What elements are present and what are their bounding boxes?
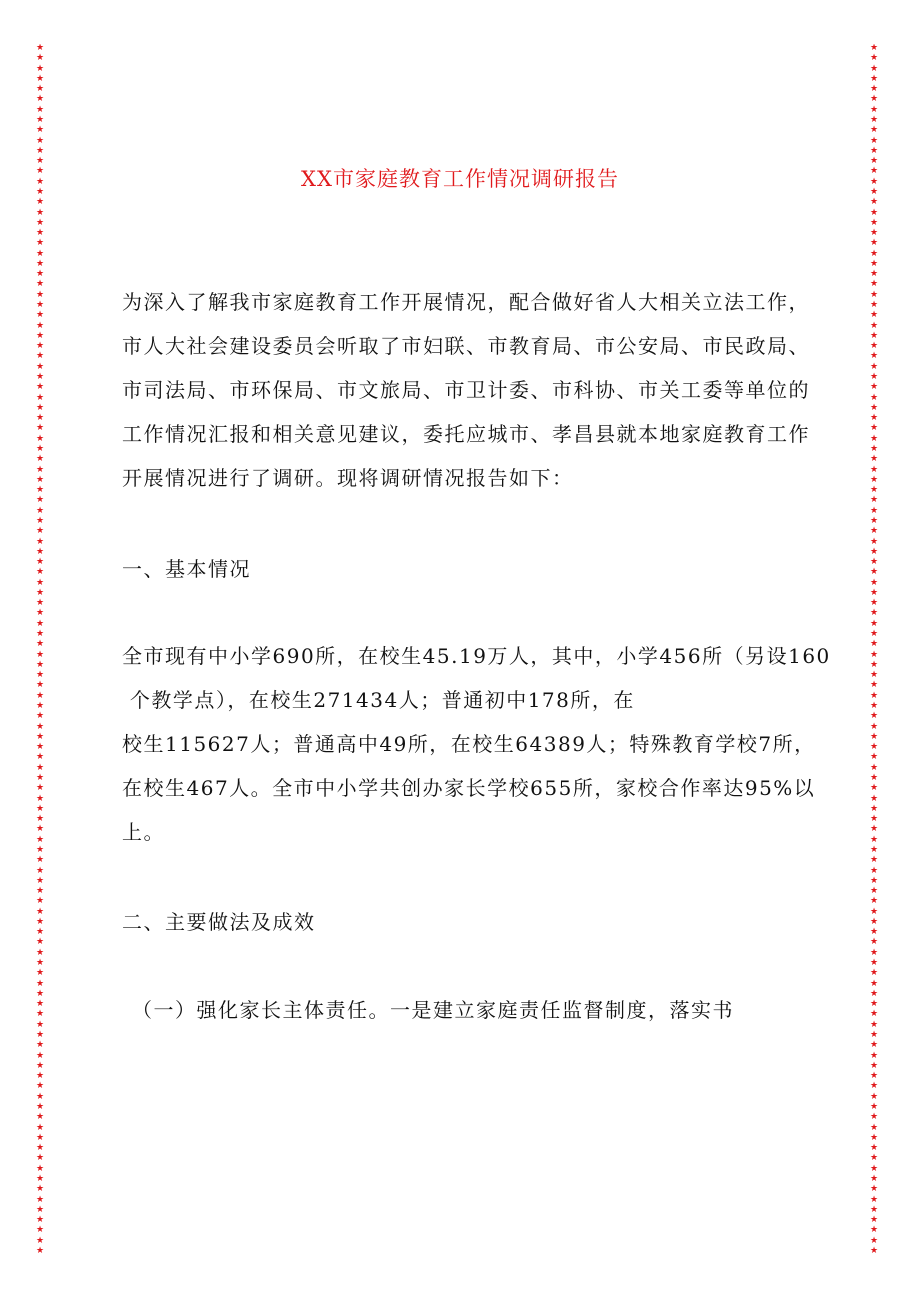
star-icon: ★ (35, 44, 45, 53)
star-icon: ★ (35, 248, 45, 259)
star-icon: ★ (35, 988, 45, 999)
star-icon: ★ (869, 1060, 879, 1071)
star-icon: ★ (869, 875, 879, 886)
star-icon: ★ (869, 958, 879, 969)
star-icon: ★ (35, 53, 45, 64)
star-icon: ★ (35, 310, 45, 321)
star-icon: ★ (869, 1163, 879, 1174)
star-icon: ★ (869, 598, 879, 609)
page-title: XX市家庭教育工作情况调研报告 (301, 167, 619, 191)
star-icon: ★ (869, 392, 879, 403)
star-icon: ★ (869, 536, 879, 547)
star-icon: ★ (869, 659, 879, 670)
star-icon: ★ (35, 680, 45, 691)
star-icon: ★ (869, 94, 879, 105)
star-icon: ★ (35, 135, 45, 146)
star-icon: ★ (35, 392, 45, 403)
star-icon: ★ (869, 269, 879, 280)
star-icon: ★ (35, 485, 45, 496)
star-icon: ★ (869, 649, 879, 660)
star-icon: ★ (869, 104, 879, 115)
star-icon: ★ (35, 505, 45, 516)
star-icon: ★ (35, 125, 45, 136)
star-icon: ★ (869, 1040, 879, 1051)
star-icon: ★ (869, 310, 879, 321)
star-icon: ★ (35, 63, 45, 74)
star-icon: ★ (35, 341, 45, 352)
star-icon: ★ (869, 485, 879, 496)
star-icon: ★ (35, 1194, 45, 1205)
star-icon: ★ (869, 947, 879, 958)
star-icon: ★ (35, 156, 45, 167)
paragraph-line: 校生115627人；普通高中49所，在校生64389人；特殊教育学校7所， (122, 732, 816, 756)
star-icon: ★ (869, 814, 879, 825)
star-icon: ★ (869, 1019, 879, 1030)
star-icon: ★ (35, 84, 45, 95)
star-icon: ★ (35, 114, 45, 125)
star-icon: ★ (35, 875, 45, 886)
star-icon: ★ (35, 649, 45, 660)
star-icon: ★ (869, 402, 879, 413)
star-icon: ★ (35, 721, 45, 732)
star-icon: ★ (35, 629, 45, 640)
star-icon: ★ (869, 186, 879, 197)
intro-line: 市人大社会建设委员会听取了市妇联、市教育局、市公安局、市民政局、 (122, 334, 810, 358)
star-icon: ★ (869, 433, 879, 444)
star-icon: ★ (869, 361, 879, 372)
star-icon: ★ (869, 197, 879, 208)
left-star-border (32, 44, 48, 1256)
star-icon: ★ (35, 814, 45, 825)
star-icon: ★ (35, 1204, 45, 1215)
star-icon: ★ (869, 608, 879, 619)
star-icon: ★ (35, 73, 45, 84)
star-icon: ★ (869, 988, 879, 999)
star-icon: ★ (35, 731, 45, 742)
star-icon: ★ (35, 927, 45, 938)
star-icon: ★ (35, 1122, 45, 1133)
intro-paragraph (122, 280, 812, 500)
star-icon: ★ (35, 834, 45, 845)
star-icon: ★ (869, 1112, 879, 1123)
star-icon: ★ (35, 618, 45, 629)
star-icon: ★ (869, 341, 879, 352)
star-icon: ★ (869, 618, 879, 629)
star-icon: ★ (869, 53, 879, 64)
star-icon: ★ (869, 937, 879, 948)
star-icon: ★ (35, 330, 45, 341)
section-1-heading (122, 547, 812, 591)
star-icon: ★ (869, 690, 879, 701)
star-icon: ★ (869, 464, 879, 475)
star-icon: ★ (35, 1019, 45, 1030)
star-icon: ★ (869, 166, 879, 177)
star-icon: ★ (35, 772, 45, 783)
star-icon: ★ (35, 145, 45, 156)
star-icon: ★ (869, 844, 879, 855)
star-icon: ★ (35, 320, 45, 331)
star-icon: ★ (869, 968, 879, 979)
star-icon: ★ (35, 937, 45, 948)
star-icon: ★ (35, 258, 45, 269)
star-icon: ★ (869, 320, 879, 331)
star-icon: ★ (35, 1153, 45, 1164)
star-icon: ★ (869, 382, 879, 393)
star-icon: ★ (35, 598, 45, 609)
star-icon: ★ (869, 1091, 879, 1102)
star-icon: ★ (869, 474, 879, 485)
star-icon: ★ (35, 1132, 45, 1143)
star-icon: ★ (869, 1173, 879, 1184)
star-icon: ★ (35, 197, 45, 208)
star-icon: ★ (869, 423, 879, 434)
star-icon: ★ (35, 1112, 45, 1123)
star-icon: ★ (35, 228, 45, 239)
star-icon: ★ (35, 701, 45, 711)
intro-line: 市司法局、市环保局、市文旅局、市卫计委、市科协、市关工委等单位的 (122, 378, 810, 402)
star-icon: ★ (869, 742, 879, 753)
star-icon: ★ (35, 94, 45, 105)
paragraph-line: 个教学点），在校生271434人；普通初中178所，在 (122, 688, 635, 712)
star-icon: ★ (35, 1184, 45, 1195)
star-icon: ★ (869, 289, 879, 300)
star-icon: ★ (35, 855, 45, 866)
star-icon: ★ (35, 351, 45, 362)
section-2-heading (122, 900, 812, 944)
star-icon: ★ (869, 783, 879, 794)
star-icon: ★ (35, 269, 45, 280)
star-icon: ★ (869, 443, 879, 454)
star-icon: ★ (869, 454, 879, 465)
star-icon: ★ (869, 1050, 879, 1061)
star-icon: ★ (869, 1122, 879, 1133)
intro-line: 开展情况进行了调研。现将调研情况报告如下： (122, 466, 574, 490)
star-icon: ★ (869, 228, 879, 239)
star-icon: ★ (35, 474, 45, 485)
star-icon: ★ (35, 577, 45, 588)
star-icon: ★ (869, 546, 879, 557)
star-icon: ★ (869, 680, 879, 691)
basic-situation-paragraph (122, 634, 831, 854)
star-icon: ★ (35, 207, 45, 218)
star-icon: ★ (35, 1060, 45, 1071)
star-icon: ★ (869, 1071, 879, 1082)
star-icon: ★ (869, 731, 879, 742)
star-icon: ★ (35, 1071, 45, 1082)
star-icon: ★ (35, 557, 45, 568)
star-icon: ★ (35, 958, 45, 969)
star-icon: ★ (35, 947, 45, 958)
star-icon: ★ (35, 793, 45, 804)
star-icon: ★ (869, 135, 879, 146)
star-icon: ★ (35, 1163, 45, 1174)
star-icon: ★ (35, 1143, 45, 1154)
star-icon: ★ (869, 1245, 879, 1256)
star-icon: ★ (35, 1173, 45, 1184)
star-icon: ★ (869, 84, 879, 95)
star-icon: ★ (35, 711, 45, 722)
star-icon: ★ (35, 433, 45, 444)
star-icon: ★ (35, 968, 45, 979)
star-icon: ★ (35, 896, 45, 907)
star-icon: ★ (869, 711, 879, 722)
star-icon: ★ (869, 372, 879, 382)
star-icon: ★ (869, 125, 879, 136)
star-icon: ★ (869, 1153, 879, 1164)
star-icon: ★ (35, 1215, 45, 1226)
star-icon: ★ (35, 1050, 45, 1061)
star-icon: ★ (35, 526, 45, 537)
star-icon: ★ (869, 526, 879, 537)
star-icon: ★ (35, 1009, 45, 1020)
star-icon: ★ (35, 176, 45, 187)
paragraph-line: 全市现有中小学690所，在校生45.19万人，其中，小学456所（另设160 (122, 644, 831, 668)
star-icon: ★ (35, 495, 45, 506)
star-icon: ★ (35, 238, 45, 249)
star-icon: ★ (35, 844, 45, 855)
star-icon: ★ (35, 803, 45, 814)
star-icon: ★ (869, 855, 879, 866)
star-icon: ★ (869, 906, 879, 917)
star-icon: ★ (869, 670, 879, 681)
star-icon: ★ (869, 1101, 879, 1112)
star-icon: ★ (869, 752, 879, 763)
star-icon: ★ (869, 1081, 879, 1092)
star-icon: ★ (35, 515, 45, 526)
star-icon: ★ (869, 495, 879, 506)
star-icon: ★ (35, 1091, 45, 1102)
star-icon: ★ (869, 886, 879, 897)
star-icon: ★ (869, 793, 879, 804)
star-icon: ★ (869, 351, 879, 362)
star-icon: ★ (869, 803, 879, 814)
star-icon: ★ (35, 423, 45, 434)
star-icon: ★ (869, 258, 879, 269)
star-icon: ★ (869, 865, 879, 876)
star-icon: ★ (869, 577, 879, 588)
star-icon: ★ (35, 443, 45, 454)
star-icon: ★ (869, 1143, 879, 1154)
star-icon: ★ (869, 999, 879, 1010)
star-icon: ★ (35, 402, 45, 413)
star-icon: ★ (35, 783, 45, 794)
star-icon: ★ (869, 248, 879, 259)
star-icon: ★ (35, 999, 45, 1010)
star-icon: ★ (869, 176, 879, 187)
star-icon: ★ (869, 629, 879, 640)
star-icon: ★ (869, 44, 879, 53)
star-icon: ★ (869, 639, 879, 650)
star-icon: ★ (35, 916, 45, 927)
star-icon: ★ (35, 978, 45, 989)
star-icon: ★ (869, 73, 879, 84)
star-icon: ★ (35, 289, 45, 300)
measures-paragraph (132, 988, 822, 1032)
star-icon: ★ (35, 1245, 45, 1256)
star-icon: ★ (869, 1030, 879, 1040)
star-icon: ★ (35, 546, 45, 557)
star-icon: ★ (869, 896, 879, 907)
star-icon: ★ (869, 834, 879, 845)
star-icon: ★ (869, 1225, 879, 1236)
star-icon: ★ (35, 762, 45, 773)
star-icon: ★ (869, 300, 879, 311)
star-icon: ★ (35, 639, 45, 650)
star-icon: ★ (35, 1101, 45, 1112)
star-icon: ★ (869, 1204, 879, 1215)
star-icon: ★ (35, 464, 45, 475)
star-icon: ★ (869, 916, 879, 927)
right-star-border (866, 44, 882, 1256)
paragraph-line: 在校生467人。全市中小学共创办家长学校655所，家校合作率达95%以 (122, 776, 816, 800)
star-icon: ★ (35, 361, 45, 372)
section-heading-text: 二、主要做法及成效 (122, 910, 316, 934)
star-icon: ★ (35, 742, 45, 753)
star-icon: ★ (869, 772, 879, 783)
star-icon: ★ (869, 145, 879, 156)
star-icon: ★ (35, 217, 45, 228)
star-icon: ★ (869, 824, 879, 835)
star-icon: ★ (869, 1235, 879, 1246)
paragraph-line: （一）强化家长主体责任。一是建立家庭责任监督制度，落实书 (132, 998, 734, 1022)
star-icon: ★ (869, 701, 879, 711)
star-icon: ★ (869, 567, 879, 578)
star-icon: ★ (869, 63, 879, 74)
star-icon: ★ (35, 752, 45, 763)
intro-line: 工作情况汇报和相关意见建议，委托应城市、孝昌县就本地家庭教育工作 (122, 422, 810, 446)
star-icon: ★ (869, 1194, 879, 1205)
star-icon: ★ (35, 1030, 45, 1040)
star-icon: ★ (869, 927, 879, 938)
star-icon: ★ (35, 1040, 45, 1051)
star-icon: ★ (869, 413, 879, 424)
star-icon: ★ (35, 166, 45, 177)
star-icon: ★ (869, 505, 879, 516)
star-icon: ★ (35, 536, 45, 547)
star-icon: ★ (869, 279, 879, 290)
star-icon: ★ (35, 567, 45, 578)
star-icon: ★ (35, 279, 45, 290)
star-icon: ★ (869, 557, 879, 568)
star-icon: ★ (869, 330, 879, 341)
star-icon: ★ (35, 690, 45, 701)
section-heading-text: 一、基本情况 (122, 557, 251, 581)
star-icon: ★ (35, 608, 45, 619)
star-icon: ★ (35, 454, 45, 465)
star-icon: ★ (35, 886, 45, 897)
star-icon: ★ (35, 382, 45, 393)
star-icon: ★ (869, 1215, 879, 1226)
star-icon: ★ (869, 1132, 879, 1143)
star-icon: ★ (35, 104, 45, 115)
star-icon: ★ (869, 978, 879, 989)
star-icon: ★ (35, 865, 45, 876)
star-icon: ★ (869, 515, 879, 526)
intro-line: 为深入了解我市家庭教育工作开展情况，配合做好省人大相关立法工作， (122, 290, 810, 314)
star-icon: ★ (869, 1009, 879, 1020)
star-icon: ★ (869, 238, 879, 249)
star-icon: ★ (35, 1081, 45, 1092)
star-icon: ★ (869, 1184, 879, 1195)
star-icon: ★ (869, 762, 879, 773)
star-icon: ★ (35, 906, 45, 917)
star-icon: ★ (869, 217, 879, 228)
star-icon: ★ (35, 670, 45, 681)
star-icon: ★ (35, 413, 45, 424)
star-icon: ★ (35, 587, 45, 598)
star-icon: ★ (869, 156, 879, 167)
star-icon: ★ (35, 300, 45, 311)
star-icon: ★ (35, 186, 45, 197)
star-icon: ★ (35, 659, 45, 670)
star-icon: ★ (869, 207, 879, 218)
star-icon: ★ (35, 824, 45, 835)
star-icon: ★ (869, 587, 879, 598)
star-icon: ★ (869, 721, 879, 732)
star-icon: ★ (35, 1235, 45, 1246)
star-icon: ★ (35, 1225, 45, 1236)
star-icon: ★ (869, 114, 879, 125)
paragraph-line: 上。 (122, 820, 165, 844)
star-icon: ★ (35, 372, 45, 382)
